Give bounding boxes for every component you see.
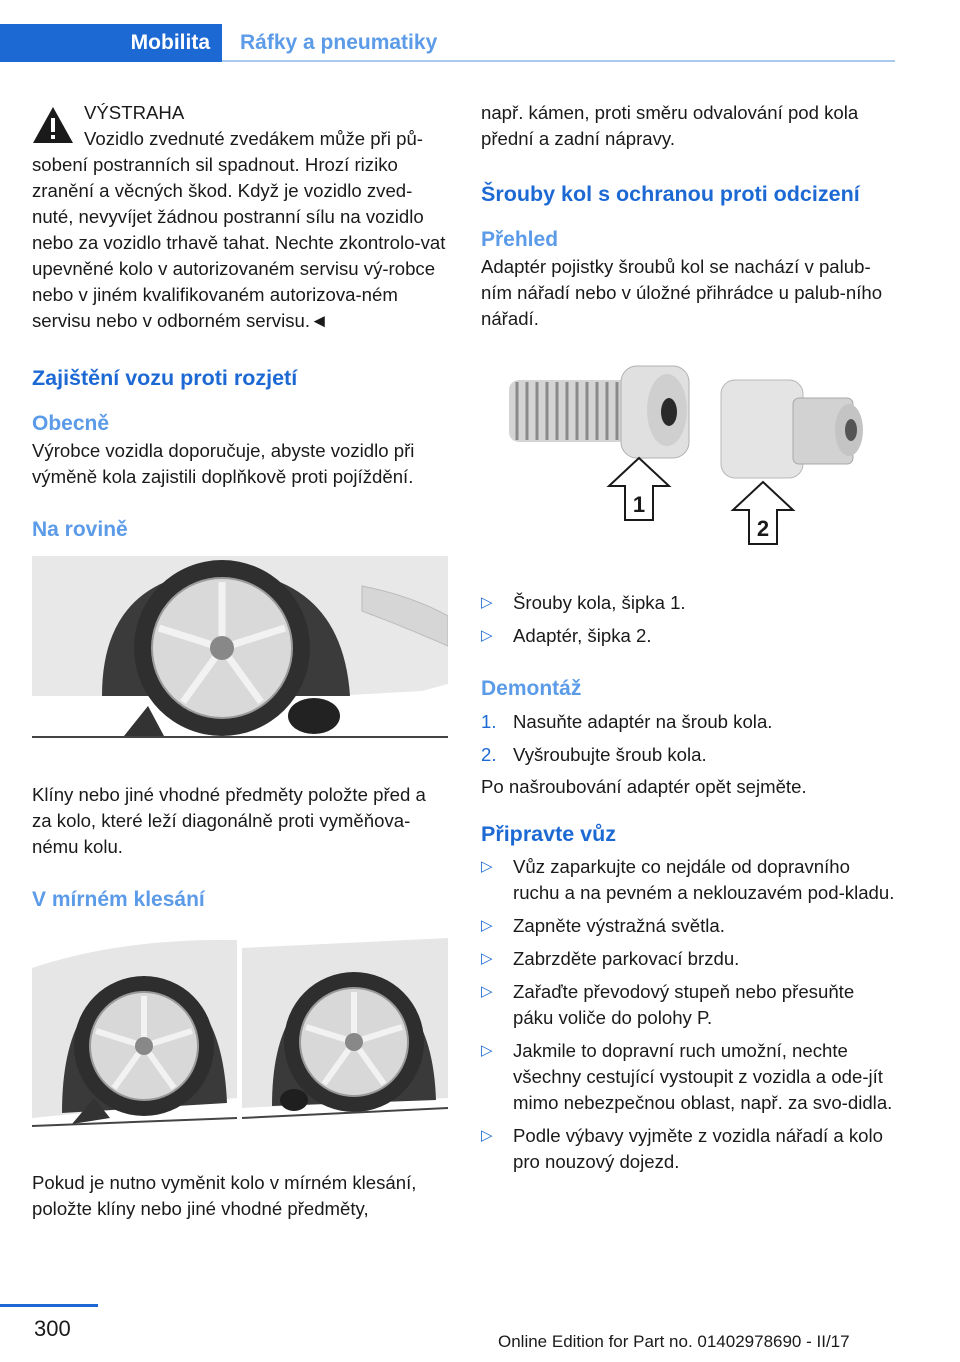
slope-text: Pokud je nutno vyměnit kolo v mírném klesání, položte klíny nebo jiné vhodné předměty,: [32, 1172, 417, 1219]
subheading-overview: Přehled: [481, 228, 559, 251]
arrow-2-label: 2: [756, 516, 770, 541]
warning-box: [32, 100, 448, 334]
subheading-flat: Na rovině: [32, 518, 128, 541]
slope-right-panel: [242, 938, 448, 1118]
bullet-triangle-icon: ▷: [481, 858, 493, 875]
continued-text: např. kámen, proti směru odvalování pod kola přední a zadní nápravy.: [481, 102, 859, 149]
bullet-triangle-icon: ▷: [481, 1127, 493, 1144]
flat-text: Klíny nebo jiné vhodné předměty položte před a za kolo, které leží diagonálně proti vyměňova‐nému kolu.: [32, 784, 426, 857]
removal-after-text: Po našroubování adaptér opět sejměte.: [481, 776, 807, 797]
slope-left-panel: [32, 940, 237, 1126]
bullet-triangle-icon: ▷: [481, 950, 493, 967]
list-item: ▷ Zabrzděte parkovací brzdu.: [481, 946, 895, 972]
overview-text: Adaptér pojistky šroubů kol se nachází v palub‐ním nářadí nebo v úložné přihrádce u palub‐ního nářadí.: [481, 256, 883, 329]
heading-antitheft-bolts: Šrouby kol s ochranou proti odcizení: [481, 182, 860, 206]
wheel-chock-flat-illustration: [32, 556, 448, 742]
subheading-general: Obecně: [32, 412, 110, 435]
flat-ground-figure: [32, 556, 448, 742]
warning-title: VÝSTRAHA: [84, 102, 185, 123]
bolt-adapter-illustration: [481, 358, 895, 564]
bullet-triangle-icon: ▷: [481, 627, 493, 644]
wheel-chock-slope-illustration: [32, 928, 448, 1128]
arrow-1-label: 1: [632, 492, 646, 517]
bullet-triangle-icon: ▷: [481, 1042, 493, 1059]
list-item: ▷ Zařaďte převodový stupeň nebo přesuňte páku voliče do polohy P.: [481, 981, 855, 1028]
slope-figure: [32, 928, 448, 1128]
list-item: 1. Nasuňte adaptér na šroub kola.: [481, 709, 895, 735]
bullet-triangle-icon: ▷: [481, 594, 493, 611]
section-tab[interactable]: [240, 24, 437, 62]
list-item: ▷ Jakmile to dopravní ruch umožní, nechte všechny cestující vystoupit z vozidla a ode‐jít mimo nebezpečnou oblast, např. za svo‐didla.: [481, 1040, 893, 1113]
list-item: ▷ Vůz zaparkujte co nejdále od dopravního ruchu a na pevném a neklouzavém pod‐kladu.: [481, 856, 895, 903]
subheading-removal: Demontáž: [481, 677, 582, 700]
page-number: 300: [34, 1316, 71, 1341]
list-item: ▷ Šrouby kola, šipka 1.: [481, 590, 895, 616]
warning-icon: [32, 106, 74, 144]
general-text: Výrobce vozidla doporučuje, abyste vozidlo při výměně kola zajistili doplňkově proti pojíždění.: [32, 440, 415, 487]
footer-accent-line: [0, 1304, 98, 1307]
right-column: [481, 100, 895, 1175]
chapter-label: Mobilita: [130, 31, 210, 54]
bullet-triangle-icon: ▷: [481, 917, 493, 934]
step-number: 2.: [481, 744, 497, 765]
list-item: ▷ Adaptér, šipka 2.: [481, 623, 895, 649]
left-column: [32, 100, 448, 1222]
bolt-list: [481, 590, 895, 649]
list-item: ▷ Zapněte výstražná světla.: [481, 913, 895, 939]
edition-info: Online Edition for Part no. 01402978690 - II/17: [498, 1332, 850, 1351]
warning-text-first: Vozidlo zvednuté zvedákem může při pů‐: [84, 128, 423, 149]
bolt-adapter-figure: [481, 358, 895, 564]
page-header: [0, 0, 960, 64]
section-label: Ráfky a pneumatiky: [240, 31, 438, 54]
subheading-slope: V mírném klesání: [32, 888, 205, 911]
list-item: ▷ Podle výbavy vyjměte z vozidla nářadí a kolo pro nouzový dojezd.: [481, 1125, 883, 1172]
chapter-tab[interactable]: [0, 24, 222, 62]
heading-prepare-vehicle: Připravte vůz: [481, 822, 617, 846]
header-divider: [222, 60, 895, 62]
removal-steps: [481, 709, 895, 768]
warning-text-rest: sobení postranních sil spadnout. Hrozí riziko zranění a věcných škod. Když je vozidlo zved‐nuté, nevyvíjet žádnou postranní sílu na vozidlo nebo za vozidlo trhavě tahat. Nechte zkontrolo‐vat upevněné kolo v autorizovaném servisu vý‐robce nebo v jiném kvalifikovaném autorizova‐ném servisu nebo v odborném servisu.◄: [32, 154, 446, 331]
step-number: 1.: [481, 711, 497, 732]
prepare-list: [481, 854, 895, 1175]
heading-secure-vehicle: Zajištění vozu proti rozjetí: [32, 366, 298, 390]
bullet-triangle-icon: ▷: [481, 983, 493, 1000]
list-item: 2. Vyšroubujte šroub kola.: [481, 742, 895, 768]
